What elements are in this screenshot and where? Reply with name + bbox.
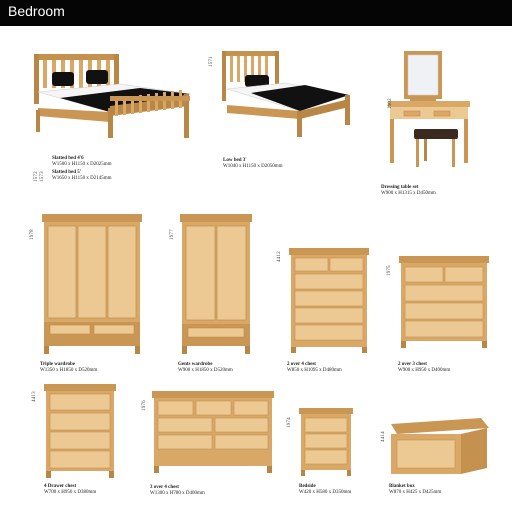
blanket-box-image <box>375 410 500 480</box>
product-code: 1902 <box>388 98 393 109</box>
product-dims: W1650 x H1150 x D2145mm <box>52 176 112 181</box>
product-low-bed[interactable] <box>205 45 355 175</box>
product-caption <box>44 484 96 496</box>
product-code: 4412 <box>277 251 282 262</box>
product-4-drawer-chest[interactable] <box>30 378 130 508</box>
product-gents-wardrobe[interactable] <box>168 210 268 380</box>
product-name: Slatted bed 5' <box>52 170 82 175</box>
bedside-image <box>285 402 365 482</box>
product-dims: W900 x H1315 x D450mm <box>381 191 436 196</box>
product-dims: W1300 x H780 x D400mm <box>150 491 205 496</box>
product-code: 1975 <box>387 265 392 276</box>
product-name: Gents wardrobe <box>178 362 213 367</box>
product-caption <box>398 362 450 374</box>
product-name: Dressing table set <box>381 185 419 190</box>
product-code: 1977 <box>170 229 175 240</box>
product-code: 1571 <box>209 56 214 67</box>
product-code: 4413 <box>32 391 37 402</box>
product-code: 1572 <box>34 171 39 182</box>
product-name: Bedside <box>299 484 316 489</box>
low-bed-image <box>205 45 355 145</box>
product-blanket-box[interactable] <box>375 410 500 508</box>
product-dims: W900 x H950 x D400mm <box>398 368 451 373</box>
product-dims: W1040 x H1150 x D2050mm <box>223 164 283 169</box>
product-caption <box>178 362 233 374</box>
page-header <box>0 0 512 26</box>
product-caption <box>40 362 97 374</box>
two-over-four-chest-image <box>275 240 375 360</box>
product-caption <box>299 484 351 496</box>
product-3-over-4-chest[interactable] <box>140 385 280 505</box>
product-dims: W870 x H425 x D425mm <box>389 490 442 495</box>
product-dims: W1350 x H1850 x D520mm <box>40 368 98 373</box>
product-caption <box>223 158 283 170</box>
product-name: 4 Drawer chest <box>44 484 77 489</box>
product-dims: W1500 x H1150 x D2025mm <box>52 162 112 167</box>
product-dims: W850 x H1095 x D480mm <box>287 368 342 373</box>
product-name: Low bed 3' <box>223 158 247 163</box>
product-code: 1978 <box>30 229 35 240</box>
two-over-three-chest-image <box>385 250 500 360</box>
product-2-over-3-chest[interactable] <box>385 250 500 380</box>
product-slatted-bed[interactable] <box>30 50 195 190</box>
product-name: Triple wardrobe <box>40 362 75 367</box>
product-code: 1974 <box>287 417 292 428</box>
product-dims: W900 x H1850 x D520mm <box>178 368 233 373</box>
product-name: 2 over 4 chest <box>287 362 316 367</box>
gents-wardrobe-image <box>168 210 268 360</box>
three-over-four-chest-image <box>140 385 280 480</box>
product-name: 3 over 4 chest <box>150 485 179 490</box>
page-title: Bedroom <box>8 3 65 19</box>
four-drawer-chest-image <box>30 378 130 483</box>
product-caption <box>389 484 441 496</box>
triple-wardrobe-image <box>30 210 150 360</box>
product-dims: W700 x H950 x D380mm <box>44 490 97 495</box>
product-name: Blanket box <box>389 484 415 489</box>
product-caption <box>381 185 436 197</box>
product-caption <box>287 362 342 374</box>
product-caption <box>52 156 112 182</box>
product-triple-wardrobe[interactable] <box>30 210 150 380</box>
product-code: 4414 <box>381 431 386 442</box>
dressing-table-image <box>378 45 508 185</box>
slatted-bed-image <box>30 50 195 150</box>
product-dressing-table[interactable] <box>378 45 508 205</box>
product-name: Slatted bed 4'6 <box>52 156 84 161</box>
product-code: 1573 <box>40 171 45 182</box>
product-name: 2 over 3 chest <box>398 362 427 367</box>
product-dims: W420 x H580 x D350mm <box>299 490 352 495</box>
product-bedside[interactable] <box>285 402 365 507</box>
product-code: 1976 <box>142 400 147 411</box>
product-caption <box>150 485 205 497</box>
product-2-over-4-chest[interactable] <box>275 240 375 380</box>
